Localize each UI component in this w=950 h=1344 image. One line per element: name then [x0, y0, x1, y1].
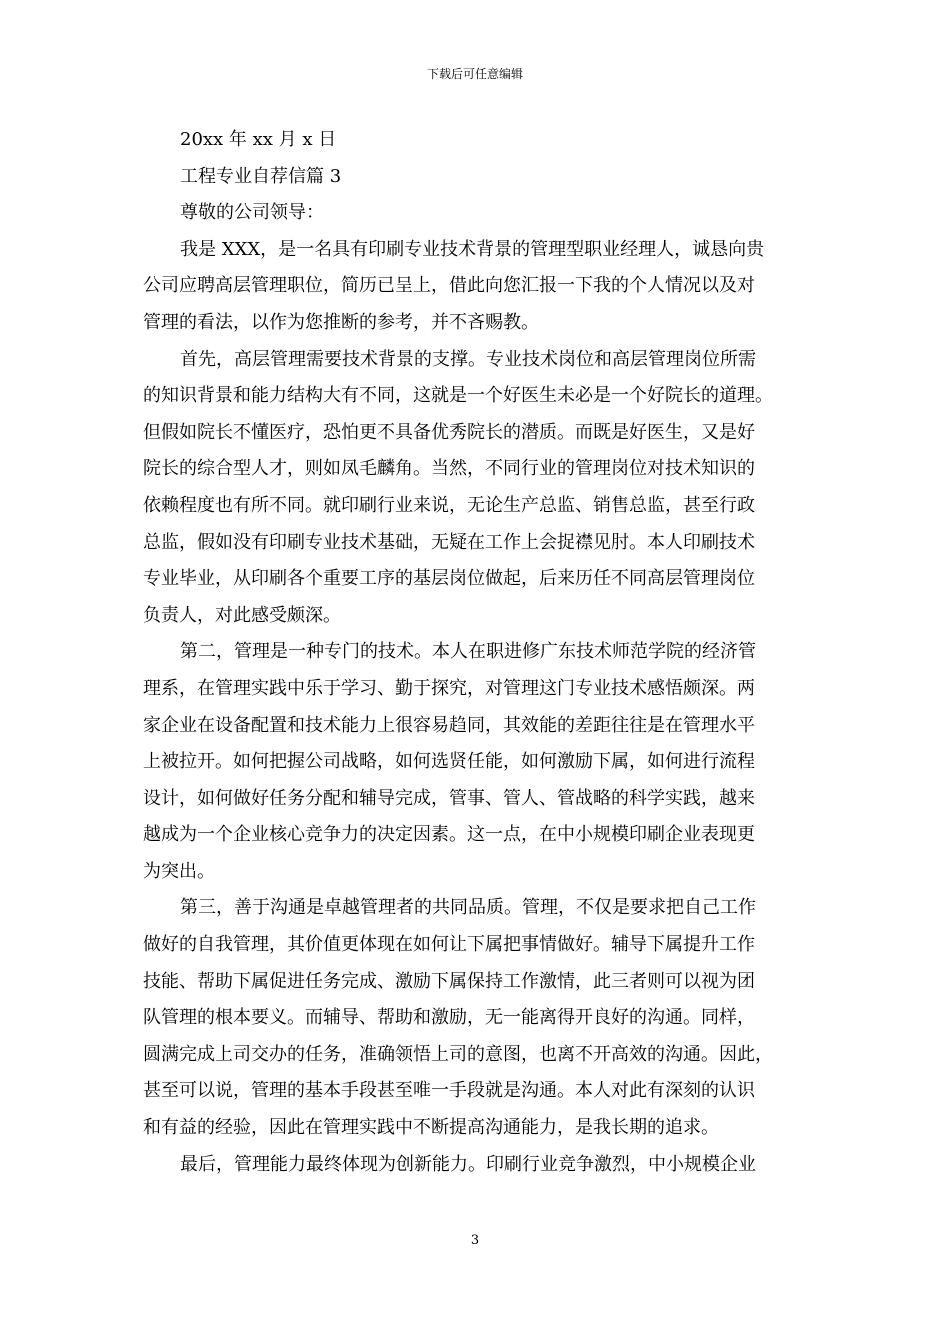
text-line: 设计，如何做好任务分配和辅导完成，管事、管人、管战略的科学实践，越来	[143, 787, 755, 809]
text-line: 的知识背景和能力结构大有不同，这就是一个好医生未必是一个好院长的道理。	[143, 385, 773, 407]
text-line: 20xx 年 xx 月 x 日	[180, 129, 337, 150]
text-line: 专业毕业，从印刷各个重要工序的基层岗位做起，后来历任不同高层管理岗位	[143, 568, 755, 590]
text-line: 技能、帮助下属促进任务完成、激励下属保持工作激情，此三者则可以视为团	[143, 970, 755, 992]
document-body	[143, 122, 825, 1183]
text-line: 最后，管理能力最终体现为创新能力。印刷行业竞争激烈，中小规模企业	[180, 1153, 756, 1175]
text-line: 圆满完成上司交办的任务，准确领悟上司的意图，也离不开高效的沟通。因此，	[143, 1043, 773, 1065]
text-line: 队管理的根本要义。而辅导、帮助和激励，无一能离得开良好的沟通。同样，	[143, 1007, 755, 1029]
text-line: 和有益的经验，因此在管理实践中不断提高沟通能力，是我长期的追求。	[143, 1117, 719, 1139]
text-line: 家企业在设备配置和技术能力上很容易趋同，其效能的差距往往是在管理水平	[143, 714, 755, 736]
text-line: 我是 XXX，是一名具有印刷专业技术背景的管理型职业经理人，诚恳向贵	[180, 238, 765, 260]
text-line: 甚至可以说，管理的基本手段甚至唯一手段就是沟通。本人对此有深刻的认识	[143, 1080, 755, 1102]
text-line: 工程专业自荐信篇 3	[180, 165, 342, 187]
text-line: 总监，假如没有印刷专业技术基础，无疑在工作上会捉襟见肘。本人印刷技术	[143, 531, 755, 553]
text-line: 负责人，对此感受颇深。	[143, 604, 341, 626]
text-line: 首先，高层管理需要技术背景的支撑。专业技术岗位和高层管理岗位所需	[180, 348, 756, 370]
text-line: 院长的综合型人才，则如凤毛麟角。当然，不同行业的管理岗位对技术知识的	[143, 458, 755, 480]
page-header: 下载后可任意编辑	[426, 67, 523, 81]
text-line: 第二，管理是一种专门的技术。本人在职进修广东技术师范学院的经济管	[180, 641, 756, 663]
text-line: 管理的看法，以作为您推断的参考，并不吝赐教。	[143, 311, 539, 333]
text-line: 为突出。	[143, 860, 215, 882]
text-line: 越成为一个企业核心竞争力的决定因素。这一点，在中小规模印刷企业表现更	[143, 824, 755, 846]
text-line: 但假如院长不懂医疗，恐怕更不具备优秀院长的潜质。而既是好医生，又是好	[143, 421, 755, 443]
text-line: 理系，在管理实践中乐于学习、勤于探究，对管理这门专业技术感悟颇深。两	[143, 677, 755, 699]
text-line: 做好的自我管理，其价值更体现在如何让下属把事情做好。辅导下属提升工作	[143, 934, 755, 956]
text-line: 上被拉开。如何把握公司战略，如何选贤任能，如何激励下属，如何进行流程	[143, 751, 755, 773]
text-line: 依赖程度也有所不同。就印刷行业来说，无论生产总监、销售总监，甚至行政	[143, 494, 755, 516]
text-line: 尊敬的公司领导：	[180, 202, 324, 224]
page-number: 3	[470, 1233, 480, 1248]
text-line: 公司应聘高层管理职位，简历已呈上，借此向您汇报一下我的个人情况以及对	[143, 275, 755, 297]
text-line: 第三，善于沟通是卓越管理者的共同品质。管理，不仅是要求把自己工作	[180, 897, 756, 919]
